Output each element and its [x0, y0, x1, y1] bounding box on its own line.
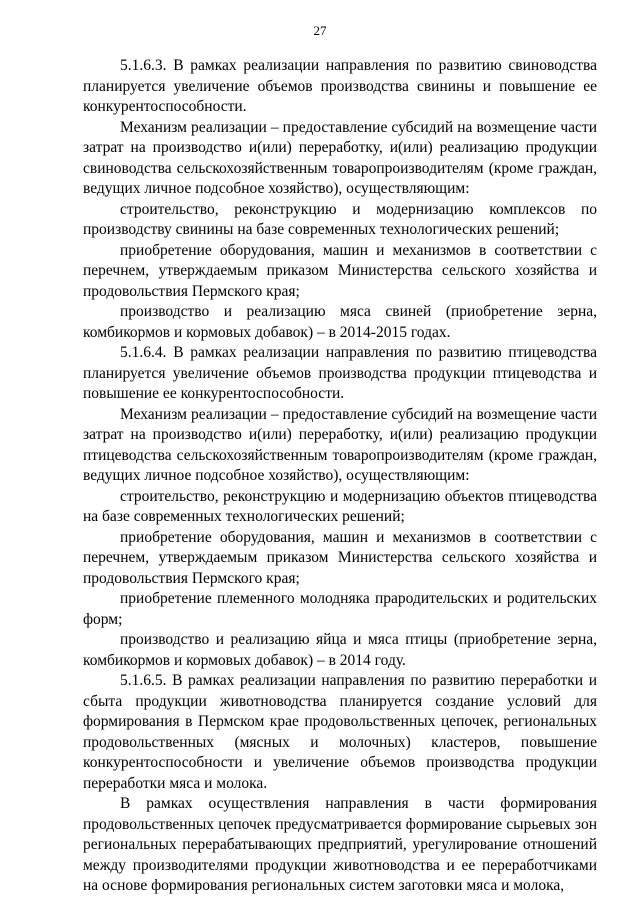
paragraph-5-1-6-3: 5.1.6.3. В рамках реализации направления по развитию свиноводства планируется увеличение объемов производства свинины и повышение ее конкурентоспособности. — [83, 57, 597, 115]
paragraph-pig-equipment: приобретение оборудования, машин и механизмов в соответствии с перечнем, утверждаемым приказом Министерства сельского хозяйства и продовольствия Пермского края; — [83, 241, 597, 300]
paragraph-poultry-equipment: приобретение оборудования, машин и механизмов в соответствии с перечнем, утверждаемым приказом Министерства сельского хозяйства и продовольствия Пермского края; — [83, 528, 597, 587]
page-number: 27 — [313, 23, 327, 38]
paragraph-poultry-mechanism: Механизм реализации – предоставление субсидий на возмещение части затрат на производство и(или) переработку, и(или) реализацию продукции птицеводства сельскохозяйственным товаропроизводителям (кроме граждан, ведущих личное подсобное хозяйство), осуществляющим: — [83, 405, 597, 484]
paragraph-pig-production: производство и реализацию мяса свиней (приобретение зерна, комбикормов и кормовых добавок) – в 2014-2015 годах. — [83, 303, 597, 341]
paragraph-5-1-6-4: 5.1.6.4. В рамках реализации направления по развитию птицеводства планируется увеличение объемов производства продукции птицеводства и повышение ее конкурентоспособности. — [83, 344, 597, 402]
document-body — [83, 56, 597, 897]
paragraph-pig-mechanism: Механизм реализации – предоставление субсидий на возмещение части затрат на производство и(или) переработку, и(или) реализацию продукции свиноводства сельскохозяйственным товаропроизводителям (кроме граждан, ведущих личное подсобное хозяйство), осуществляющим: — [83, 118, 597, 197]
paragraph-pig-construction: строительство, реконструкцию и модернизацию комплексов по производству свинины на базе современных технологических решений; — [83, 200, 597, 238]
paragraph-poultry-production: производство и реализацию яйца и мяса птицы (приобретение зерна, комбикормов и кормовых добавок) – в 2014 году. — [83, 631, 597, 669]
paragraph-poultry-construction: строительство, реконструкцию и модернизацию объектов птицеводства на базе современных технологических решений; — [83, 487, 597, 525]
paragraph-poultry-breeding: приобретение племенного молодняка прародительских и родительских форм; — [83, 590, 597, 628]
paragraph-food-chains: В рамках осуществления направления в части формирования продовольственных цепочек предусматривается формирование сырьевых зон региональных перерабатывающих предприятий, урегулирование отношений между производителями продукции животноводства и ее переработчиками на основе формирования региональных систем заготовки мяса и молока, — [83, 795, 597, 894]
paragraph-5-1-6-5: 5.1.6.5. В рамках реализации направления по развитию переработки и сбыта продукции животноводства планируется создание условий для формирования в Пермском крае продовольственных цепочек, региональных продовольственных (мясных и молочных) кластеров, повышение конкурентоспособности и увеличение объемов производства продукции переработки мяса и молока. — [83, 672, 597, 792]
